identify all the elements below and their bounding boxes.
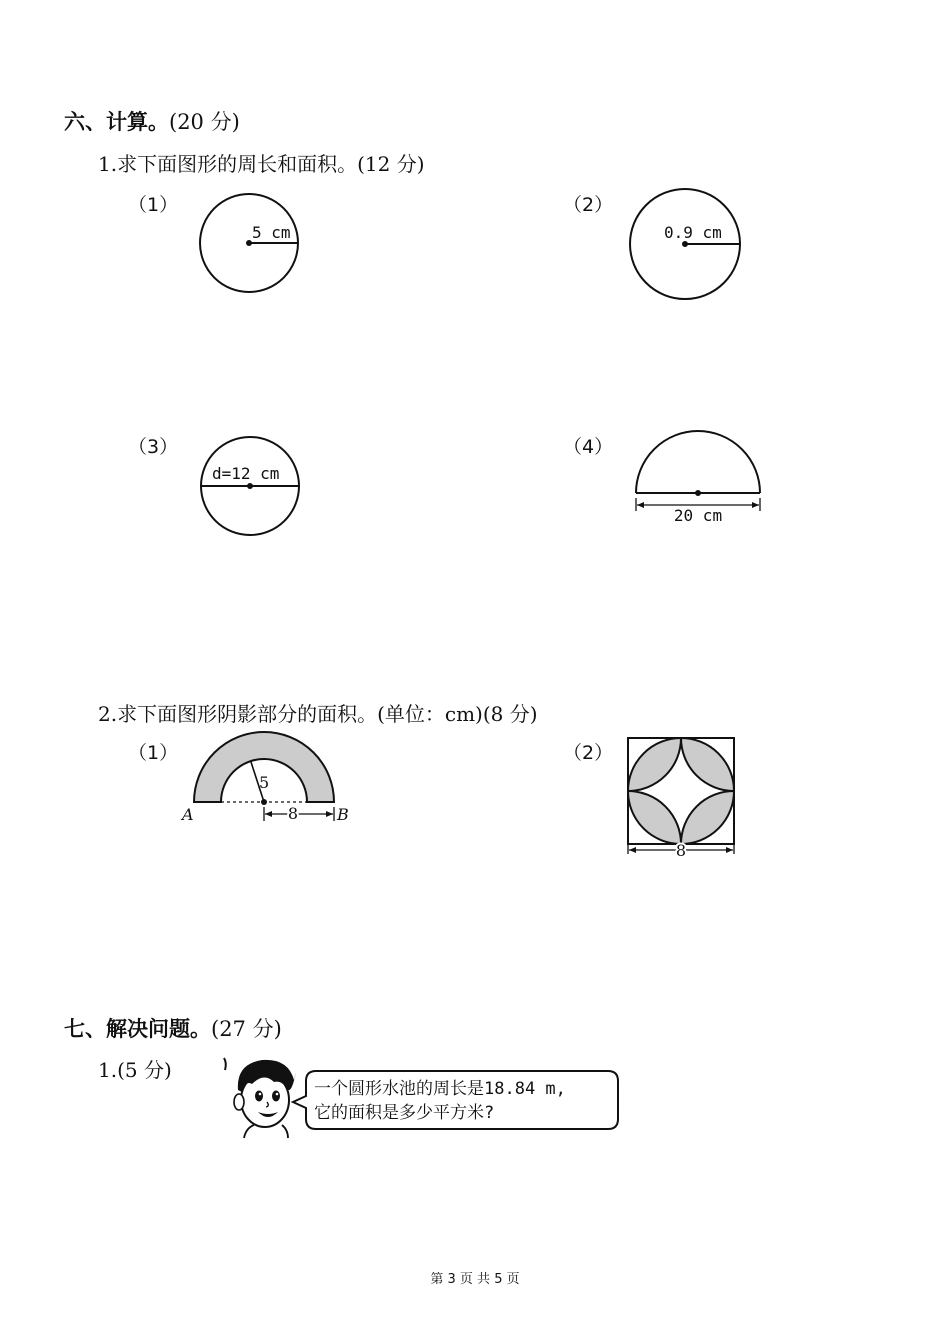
radius-label: 5 cm [252,223,291,242]
boy-right-eye [272,1091,280,1102]
center-dot [695,490,701,496]
circle-figure-3 [190,425,310,550]
square-with-arcs-figure [620,730,745,865]
fig-6-1-3-label: （3） [128,436,179,458]
shaded-semi-annulus [175,720,365,830]
center-dot [261,799,267,805]
center-dot [247,483,253,489]
width-value: 8 [287,804,299,823]
fig-6-1-1-label: （1） [128,194,179,216]
page-footer: 第 3 页 共 5 页 [430,1272,520,1287]
dimension-arrow-left [629,847,636,853]
circle-figure-2 [622,185,752,310]
fig-6-2-2-label: （2） [563,742,614,764]
fig-6-1-2-label: （2） [563,194,614,216]
dimension-arrow-right [752,502,759,508]
speech-line-2: 它的面积是多少平方米? [314,1103,495,1123]
circle-figure-1 [190,185,310,310]
section-6-title: 六、计算。 [64,109,169,134]
speech-bubble-text [314,1077,566,1125]
eye-highlight [259,1093,262,1096]
dimension-arrow-left [637,502,644,508]
point-a-label: A [182,805,194,824]
boy-ear [234,1094,244,1110]
question-6-1: 1.求下面图形的周长和面积。(12 分) [98,152,425,176]
dimension-arrow-left [265,811,272,817]
section-6-heading [64,106,240,136]
fig-6-2-1-label: （1） [128,742,179,764]
section-7-title: 七、解决问题。 [64,1016,211,1041]
speech-line-1: 一个圆形水池的周长是18.84 m, [314,1079,566,1099]
question-6-2: 2.求下面图形阴影部分的面积。(单位：cm)(8 分) [98,702,538,726]
inner-radius-value: 5 [259,773,270,792]
section-7-heading [64,1013,282,1043]
point-b-label: B [337,805,349,824]
radius-label: 0.9 cm [664,223,722,242]
section-7-points: (27 分) [211,1017,282,1041]
dimension-arrow-right [726,847,733,853]
question-7-1: 1.(5 分) [98,1058,172,1082]
section-6-points: (20 分) [169,110,240,134]
boy-left-eye [255,1091,263,1102]
fig-6-1-4-label: （4） [563,436,614,458]
semicircle-arc [636,431,760,493]
semicircle-figure [625,420,775,535]
diameter-label: 20 cm [673,506,723,525]
side-value: 8 [675,841,687,860]
eye-highlight [276,1093,279,1096]
motion-mark [224,1058,226,1070]
diameter-label: d=12 cm [212,464,280,483]
dimension-arrow-right [326,811,333,817]
